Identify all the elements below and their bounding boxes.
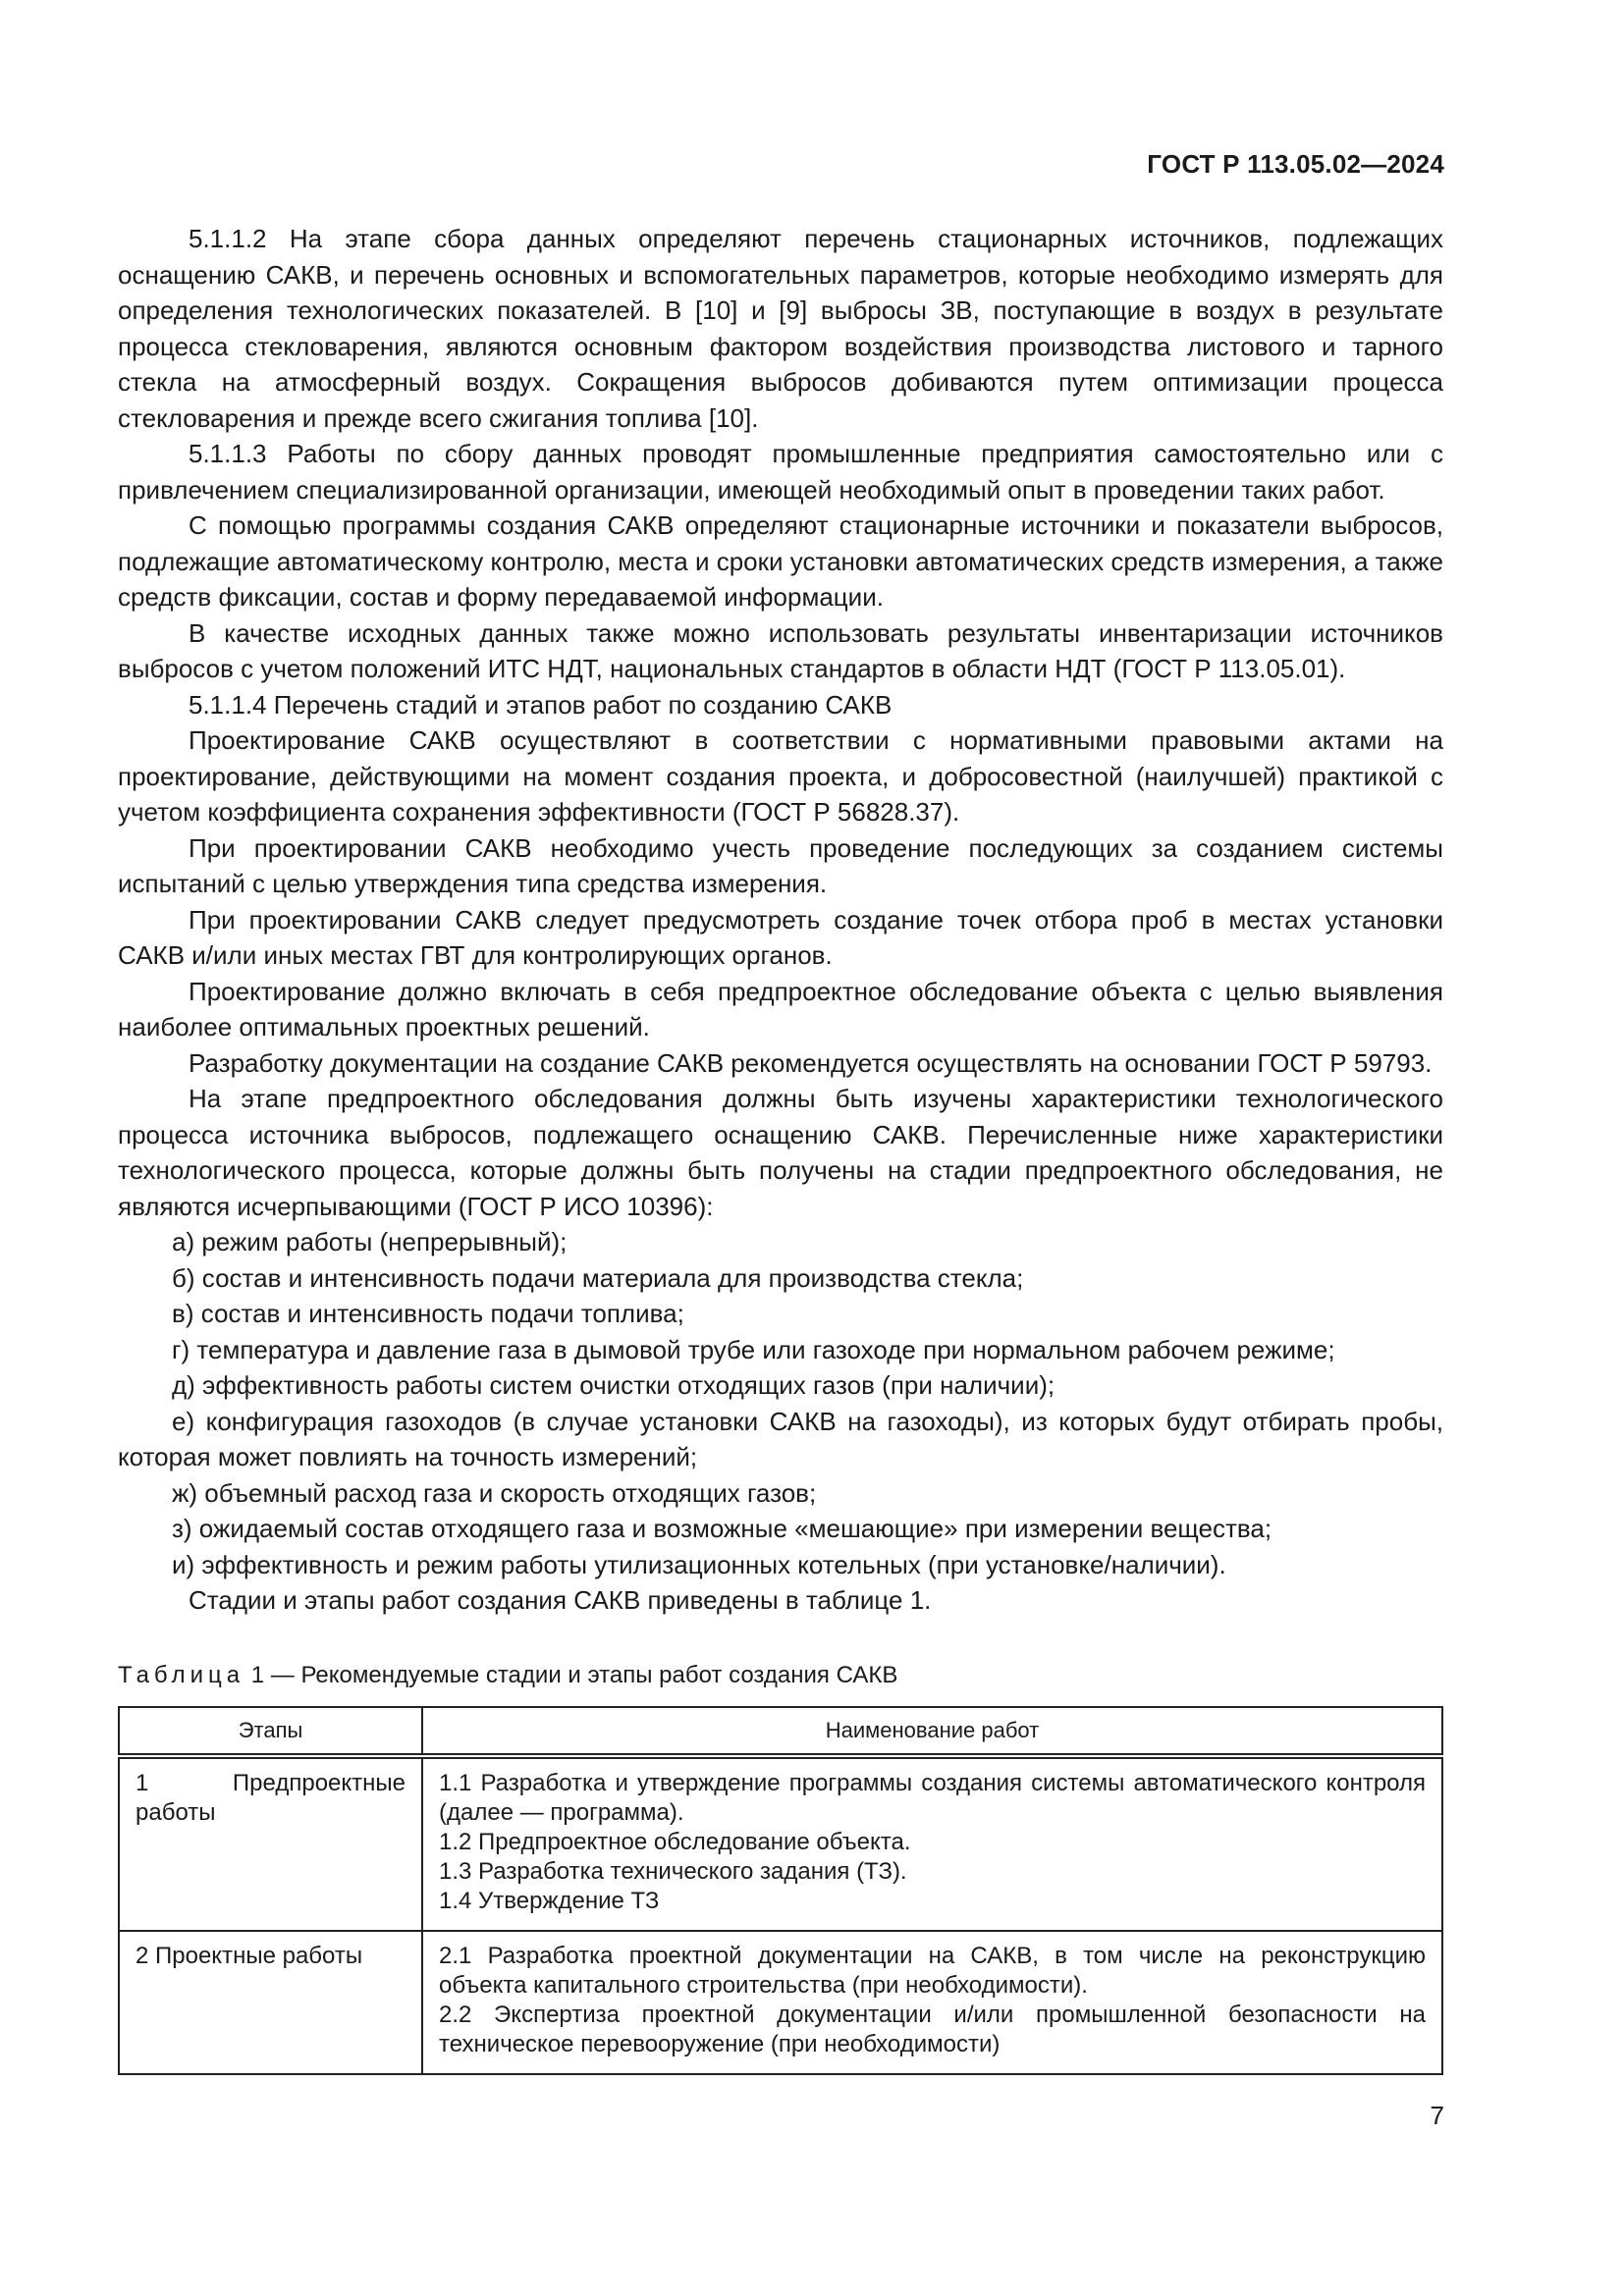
table-caption-label: Таблица xyxy=(118,1662,245,1688)
paragraph: В качестве исходных данных также можно использовать результаты инвентаризации источников выбросов с учетом положений ИТС НДТ, национальных стандартов в области НДТ (ГОСТ Р 113.05.01). xyxy=(118,617,1443,683)
paragraph: Проектирование САКВ осуществляют в соответствии с нормативными правовыми актами на проектирование, действующими на момент создания проекта, и добросовестной (наилучшей) практикой с учетом коэффициента сохранения эффективности (ГОСТ Р 56828.37). xyxy=(118,725,1443,827)
paragraph: С помощью программы создания САКВ определяют стационарные источники и показатели выбросов, подлежащие автоматическому контролю, места и сроки установки автоматических средств измерения, а также средств фиксации, состав и форму передаваемой информации. xyxy=(118,510,1443,612)
table-caption-text: 1 — Рекомендуемые стадии и этапы работ создания САКВ xyxy=(250,1662,898,1688)
list-item: г) температура и давление газа в дымовой трубе или газоходе при нормальном рабочем режиме; xyxy=(172,1334,1335,1364)
paragraph: Разработку документации на создание САКВ рекомендуется осуществлять на основании ГОСТ Р 59793. xyxy=(189,1047,1433,1078)
work-item: 2.1 Разработка проектной документации на САКВ, в том числе на реконструкцию объекта капитального строительства (при необходимости). xyxy=(439,1943,1426,1999)
work-item: 1.2 Предпроектное обследование объекта. xyxy=(439,1829,911,1855)
stages-table xyxy=(118,1706,1443,2075)
closing-paragraph: Стадии и этапы работ создания САКВ приведены в таблице 1. xyxy=(189,1585,932,1615)
paragraph-5-1-1-4: 5.1.1.4 Перечень стадий и этапов работ по созданию САКВ xyxy=(189,689,893,720)
body-text xyxy=(118,221,1443,1619)
table-row xyxy=(119,1756,1442,1931)
paragraph: Проектирование должно включать в себя предпроектное обследование объекта с целью выявления наиболее оптимальных проектных решений. xyxy=(118,976,1443,1041)
table-header-works: Наименование работ xyxy=(422,1707,1442,1756)
list-item: д) эффективность работы систем очистки отходящих газов (при наличии); xyxy=(172,1370,1056,1400)
table-header-stages: Этапы xyxy=(119,1707,422,1756)
work-item: 2.2 Экспертиза проектной документации и/или промышленной безопасности на техническое перевооружение (при необходимости) xyxy=(439,2002,1426,2057)
list-item: з) ожидаемый состав отходящего газа и возможные «мешающие» при измерении вещества; xyxy=(172,1514,1272,1543)
table-cell-works xyxy=(422,1931,1442,2074)
paragraph: На этапе предпроектного обследования должны быть изучены характеристики технологического процесса источника выбросов, подлежащего оснащению САКВ. Перечисленные ниже характеристики технологического процесса, которые должны быть получены на стадии предпроектного обследования, не являются исчерпывающими (ГОСТ Р ИСО 10396): xyxy=(118,1084,1443,1221)
list-item: и) эффективность и режим работы утилизационных котельных (при установке/наличии). xyxy=(172,1549,1226,1579)
work-item: 1.4 Утверждение ТЗ xyxy=(439,1888,660,1914)
table-cell-stage: 1 Предпроектные работы xyxy=(119,1756,422,1931)
list-item: ж) объемный расход газа и скорость отходящих газов; xyxy=(172,1477,817,1508)
page-number: 7 xyxy=(1430,2101,1444,2130)
document-id: ГОСТ Р 113.05.02—2024 xyxy=(1147,149,1444,179)
paragraph: При проектировании САКВ необходимо учесть проведение последующих за созданием системы испытаний с целью утверждения типа средства измерения. xyxy=(118,832,1443,898)
table-caption xyxy=(118,1662,897,1689)
work-item: 1.3 Разработка технического задания (ТЗ). xyxy=(439,1858,907,1885)
table-header-row xyxy=(119,1707,1442,1756)
paragraph-5-1-1-2: 5.1.1.2 На этапе сбора данных определяют перечень стационарных источников, подлежащих оснащению САКВ, и перечень основных и вспомогательных параметров, которые необходимо измерять для определения технологических показателей. В [10] и [9] выбросы ЗВ, поступающие в воздух в результате процесса стекловарения, являются основным фактором воздействия производства листового и тарного стекла на атмосферный воздух. Сокращения выбросов добиваются путем оптимизации процесса стекловарения и прежде всего сжигания топлива [10]. xyxy=(118,224,1443,433)
table-row xyxy=(119,1931,1442,2074)
list-item: б) состав и интенсивность подачи материала для производства стекла; xyxy=(172,1262,1024,1293)
table-cell-works xyxy=(422,1756,1442,1931)
list-item: е) конфигурация газоходов (в случае установки САКВ на газоходы), из которых будут отбирать пробы, которая может повлиять на точность измерений; xyxy=(118,1406,1443,1471)
work-item: 1.1 Разработка и утверждение программы создания системы автоматического контроля (далее — программа). xyxy=(439,1770,1426,1826)
table-cell-stage: 2 Проектные работы xyxy=(119,1931,422,2074)
list-item: а) режим работы (непрерывный); xyxy=(172,1227,568,1256)
paragraph-5-1-1-3: 5.1.1.3 Работы по сбору данных проводят промышленные предприятия самостоятельно или с привлечением специализированной организации, имеющей необходимый опыт в проведении таких работ. xyxy=(118,439,1443,505)
paragraph: При проектировании САКВ следует предусмотреть создание точек отбора проб в местах установки САКВ и/или иных местах ГВТ для контролирующих органов. xyxy=(118,904,1443,970)
list-item: в) состав и интенсивность подачи топлива; xyxy=(172,1299,684,1328)
